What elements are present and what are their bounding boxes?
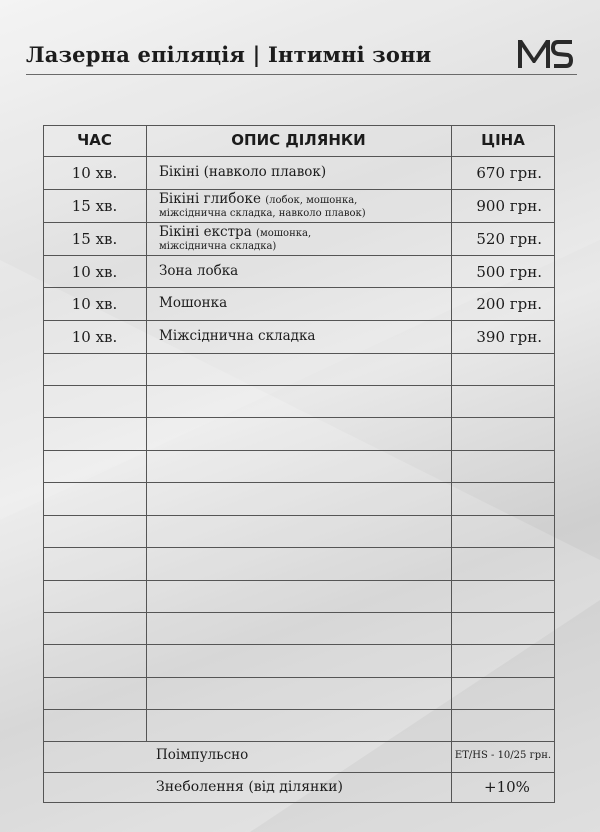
row-6-desc-main: Міжсіднична складка bbox=[159, 328, 316, 344]
row-4-time: 10 хв. bbox=[71, 262, 118, 281]
table-hline-10 bbox=[43, 450, 555, 451]
header-price: ЦІНА bbox=[481, 131, 525, 149]
page-header bbox=[26, 40, 576, 74]
row-4-description bbox=[146, 256, 451, 287]
row-2-desc-main: Бікіні глибоке bbox=[159, 190, 261, 207]
row-2-time: 15 хв. bbox=[71, 196, 118, 215]
row-2-price: 900 грн. bbox=[476, 196, 542, 215]
header-time: ЧАС bbox=[77, 131, 112, 149]
footer-anesthesia-value: +10% bbox=[484, 778, 530, 796]
footer-anesthesia-label: Знеболення (від ділянки) bbox=[156, 779, 343, 795]
table-hline-8 bbox=[43, 385, 555, 386]
row-5-price: 200 грн. bbox=[476, 294, 542, 313]
table-hline-1 bbox=[43, 156, 555, 157]
row-4-price: 500 грн. bbox=[476, 262, 542, 281]
row-6-price: 390 грн. bbox=[476, 327, 542, 346]
table-hline-13 bbox=[43, 547, 555, 548]
table-vline-0 bbox=[43, 125, 44, 802]
row-3-desc-detail: (мошонка, bbox=[256, 227, 312, 239]
row-2-desc-detail: (лобок, мошонка, bbox=[265, 194, 358, 206]
table-hline-20 bbox=[43, 772, 555, 773]
row-3-desc-line1 bbox=[159, 225, 311, 241]
table-hline-6 bbox=[43, 320, 555, 321]
table-hline-17 bbox=[43, 677, 555, 678]
row-1-description bbox=[146, 157, 451, 188]
footer-per-pulse-value: ET/HS - 10/25 грн. bbox=[454, 749, 552, 761]
header-rule bbox=[26, 74, 577, 75]
row-4-desc-main: Зона лобка bbox=[159, 263, 239, 279]
row-2-desc-line1 bbox=[159, 192, 357, 208]
table-hline-16 bbox=[43, 644, 555, 645]
table-hline-15 bbox=[43, 612, 555, 613]
table-hline-21 bbox=[43, 802, 555, 803]
row-3-price: 520 грн. bbox=[476, 229, 542, 248]
table-hline-0 bbox=[43, 125, 555, 126]
table-vline-1 bbox=[146, 125, 147, 741]
row-6-time: 10 хв. bbox=[71, 327, 118, 346]
row-6-description bbox=[146, 321, 451, 352]
table-hline-3 bbox=[43, 222, 555, 223]
row-3-desc-line2: міжсіднична складка) bbox=[159, 240, 277, 252]
table-hline-11 bbox=[43, 482, 555, 483]
table-hline-19 bbox=[43, 741, 555, 742]
row-2-description bbox=[146, 190, 451, 221]
row-3-time: 15 хв. bbox=[71, 229, 118, 248]
table-hline-18 bbox=[43, 709, 555, 710]
price-table bbox=[43, 125, 555, 802]
table-hline-12 bbox=[43, 515, 555, 516]
header-description: ОПИС ДІЛЯНКИ bbox=[231, 131, 366, 149]
table-hline-4 bbox=[43, 255, 555, 256]
table-hline-7 bbox=[43, 353, 555, 354]
row-3-description bbox=[146, 223, 451, 254]
row-1-desc-main: Бікіні (навколо плавок) bbox=[159, 164, 327, 180]
row-2-desc-line2: міжсіднична складка, навколо плавок) bbox=[159, 207, 366, 219]
table-hline-14 bbox=[43, 580, 555, 581]
row-5-description bbox=[146, 288, 451, 319]
table-vline-2 bbox=[451, 125, 452, 802]
row-1-price: 670 грн. bbox=[476, 163, 542, 182]
page-title: Лазерна епіляція | Інтимні зони bbox=[26, 42, 432, 67]
row-5-desc-main: Мошонка bbox=[159, 295, 228, 311]
table-hline-9 bbox=[43, 417, 555, 418]
row-3-desc-main: Бікіні екстра bbox=[159, 223, 252, 240]
table-vline-3 bbox=[554, 125, 555, 802]
brand-logo bbox=[516, 38, 576, 70]
row-5-time: 10 хв. bbox=[71, 294, 118, 313]
footer-per-pulse-label: Поімпульсно bbox=[156, 747, 249, 763]
table-hline-5 bbox=[43, 287, 555, 288]
row-1-time: 10 хв. bbox=[71, 163, 118, 182]
table-hline-2 bbox=[43, 189, 555, 190]
